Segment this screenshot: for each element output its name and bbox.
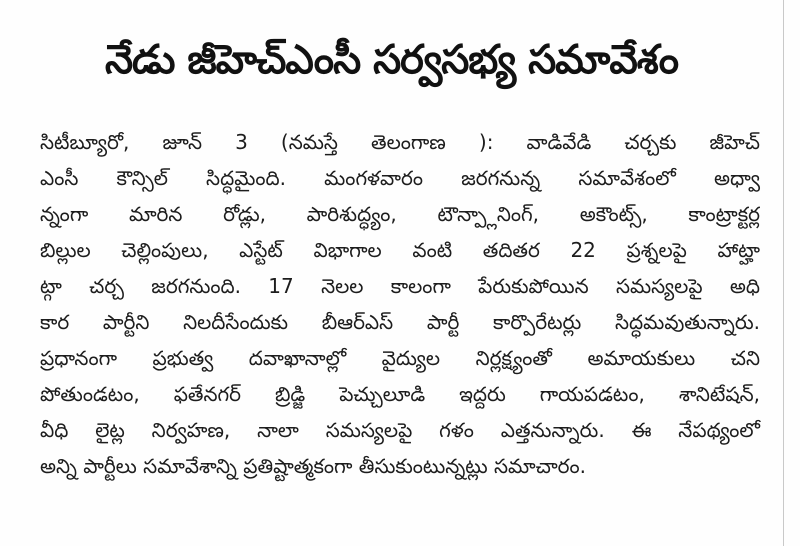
article-line: పోతుండటం, ఫతేనగర్ బ్రిడ్జి పెచ్చులూడి ఇద్దరు గాయపడటం, శానిటేషన్,	[40, 382, 760, 406]
article-line: ప్రధానంగా ప్రభుత్వ దవాఖానాల్లో వైద్యుల నిర్లక్ష్యంతో అమాయకులు చని	[40, 346, 760, 370]
article-body	[40, 124, 760, 484]
article-line: అన్ని పార్టీలు సమావేశాన్ని ప్రతిష్టాత్మకంగా తీసుకుంటున్నట్లు సమాచారం.	[40, 454, 587, 478]
article-line: ఎంసీ కౌన్సిల్ సిద్ధమైంది. మంగళవారం జరగనున్న సమావేశంలో అధ్వా	[40, 166, 760, 190]
article-line: బిల్లుల చెల్లింపులు, ఎస్టేట్ విభాగాల వంటి తదితర 22 ప్రశ్నలపై హాట్హా	[40, 238, 760, 262]
article-line: కార పార్టీని నిలదీసేందుకు బీఆర్ఎస్ పార్టీ కార్పొరేటర్లు సిద్ధమవుతున్నారు.	[40, 310, 760, 334]
article-line: సిటీబ్యూరో, జూన్ 3 (నమస్తే తెలంగాణ ): వాడివేడి చర్చకు జీహెచ్	[40, 130, 760, 154]
article-line: న్నంగా మారిన రోడ్లు, పారిశుద్ధ్యం, టౌన్ప్లానింగ్, అకౌంట్స్, కాంట్రాక్టర్ల	[40, 202, 760, 226]
column-rule	[783, 0, 784, 546]
article-line: ట్గా చర్చ జరగనుంది. 17 నెలల కాలంగా పేరుకుపోయిన సమస్యలపై అధి	[40, 274, 760, 298]
article-line: వీధి లైట్ల నిర్వహణ, నాలా సమస్యలపై గళం ఎత్తనున్నారు. ఈ నేపథ్యంలో	[40, 418, 760, 442]
article-headline: నేడు జీహెచ్ఎంసీ సర్వసభ్య సమావేశం	[104, 37, 679, 83]
